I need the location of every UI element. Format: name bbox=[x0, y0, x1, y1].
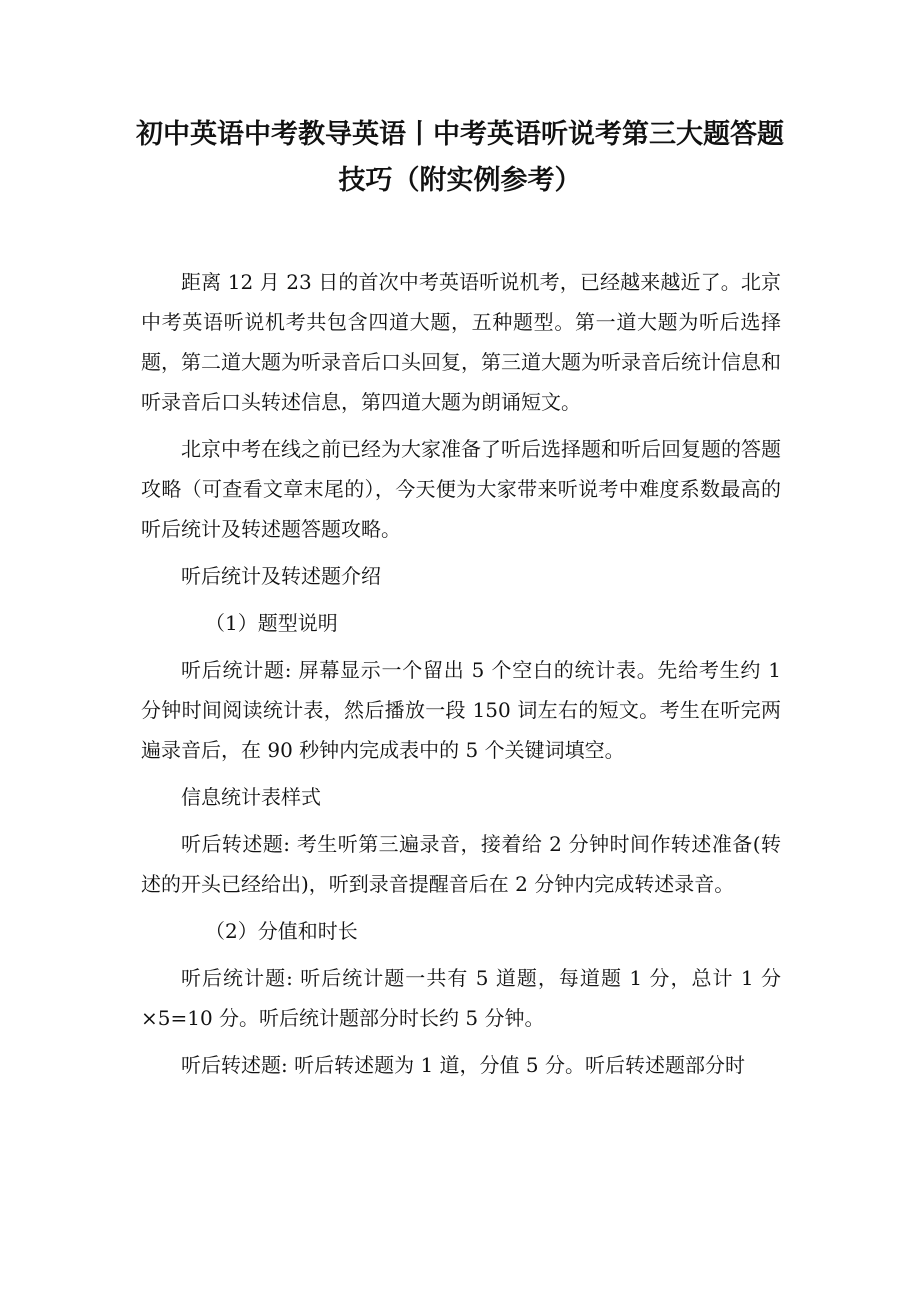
section-heading: 听后统计及转述题介绍 bbox=[181, 564, 381, 588]
document-body bbox=[141, 262, 781, 1092]
subsection-heading-score: （2）分值和时长 bbox=[205, 919, 358, 943]
paragraph-background: 北京中考在线之前已经为大家准备了听后选择题和听后回复题的答题攻略（可查看文章末尾的），今天便为大家带来听说考中难度系数最高的听后统计及转述题答题攻略。 bbox=[141, 437, 781, 541]
figure-caption: 信息统计表样式 bbox=[181, 785, 321, 809]
paragraph-retell-task: 听后转述题: 考生听第三遍录音，接着给 2 分钟时间作转述准备(转述的开头已经给出)，听到录音提醒音后在 2 分钟内完成转述录音。 bbox=[141, 832, 781, 896]
document-title: 初中英语中考教导英语丨中考英语听说考第三大题答题技巧（附实例参考） bbox=[136, 119, 784, 196]
paragraph-retell-score: 听后转述题: 听后转述题为 1 道，分值 5 分。听后转述题部分时 bbox=[181, 1053, 745, 1077]
paragraph-intro: 距离 12 月 23 日的首次中考英语听说机考，已经越来越近了。北京中考英语听说机考共包含四道大题，五种题型。第一道大题为听后选择题，第二道大题为听录音后口头回复，第三道大题为听录音后统计信息和听录音后口头转述信息，第四道大题为朗诵短文。 bbox=[141, 270, 781, 414]
paragraph-statistics-score: 听后统计题: 听后统计题一共有 5 道题，每道题 1 分，总计 1 分×5=10 分。听后统计题部分时长约 5 分钟。 bbox=[141, 966, 781, 1030]
subsection-heading-type: （1）题型说明 bbox=[205, 611, 338, 635]
paragraph-statistics-task: 听后统计题: 屏幕显示一个留出 5 个空白的统计表。先给考生约 1 分钟时间阅读统计表，然后播放一段 150 词左右的短文。考生在听完两遍录音后，在 90 秒钟内完成表中的 5 个关键词填空。 bbox=[141, 658, 781, 762]
